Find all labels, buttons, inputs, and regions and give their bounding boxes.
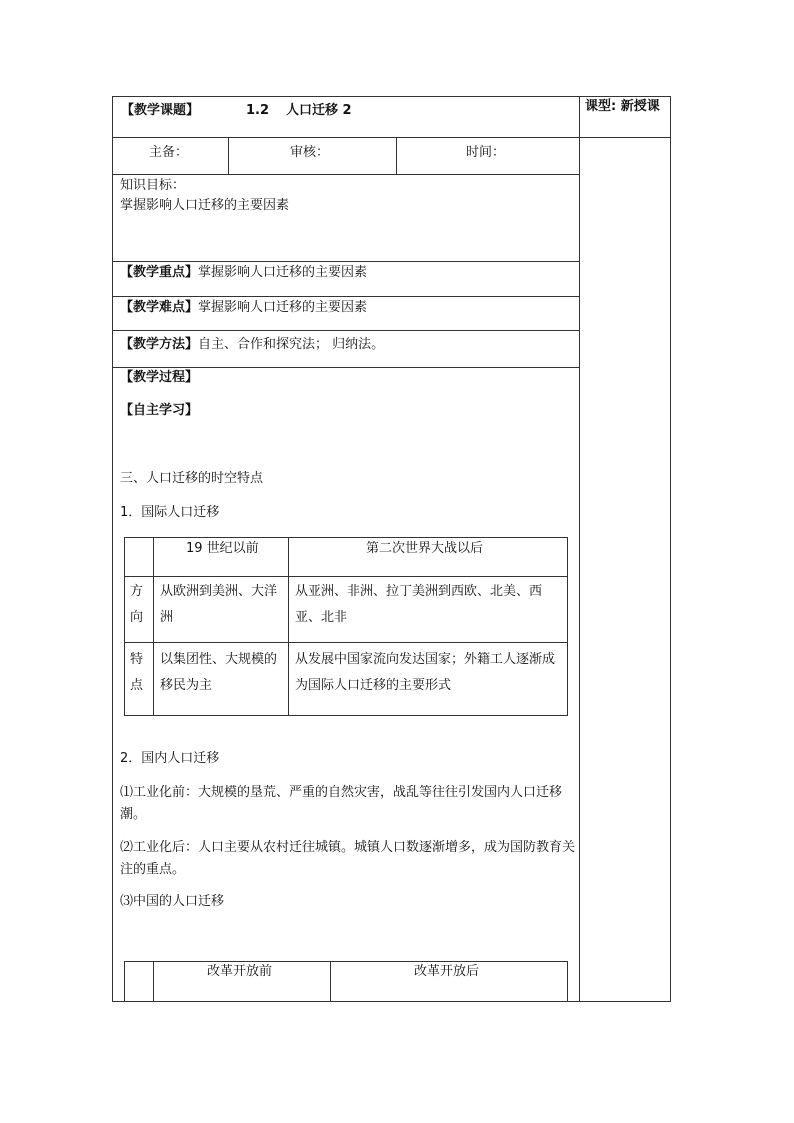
intl-row-direction-label: 方向 xyxy=(130,584,144,625)
staff-row-divider xyxy=(112,174,579,175)
lesson-title: 人口迁移 2 xyxy=(286,103,352,118)
subsection-international: 1．国际人口迁移 xyxy=(120,505,220,520)
intl-row-feature-after: 从发展中国家流向发达国家；外籍工人逐渐成为国际人口迁移的主要形式 xyxy=(295,652,556,693)
prep-label: 主备： xyxy=(149,145,189,160)
intl-table-row-divider-2 xyxy=(124,642,568,643)
goals-text: 掌握影响人口迁移的主要因素 xyxy=(120,198,290,213)
intl-row-feature-label: 特点 xyxy=(130,652,144,693)
intl-table-col-divider-1 xyxy=(153,537,154,716)
lesson-number: 1.2 xyxy=(246,103,270,118)
china-table-col-divider-2 xyxy=(330,961,331,1002)
key-point-label: 【教学重点】 xyxy=(120,265,199,280)
key-point-divider xyxy=(112,296,579,297)
goals-label: 知识目标： xyxy=(120,178,186,193)
staff-divider-1 xyxy=(228,137,229,174)
intl-row-direction-after: 从亚洲、非洲、拉丁美洲到西欧、北美、西亚、北非 xyxy=(295,584,543,625)
subsection-domestic: 2．国内人口迁移 xyxy=(120,751,220,766)
china-migration-table xyxy=(124,961,568,1002)
time-label: 时间： xyxy=(466,145,506,160)
section-title: 三、人口迁移的时空特点 xyxy=(120,471,264,486)
review-label: 审核： xyxy=(290,145,330,160)
intl-row-direction-before: 从欧洲到美洲、大洋洲 xyxy=(160,584,278,625)
self-study-label: 【自主学习】 xyxy=(120,403,199,418)
difficulty-text: 掌握影响人口迁移的主要因素 xyxy=(198,300,368,315)
china-header-before-reform: 改革开放前 xyxy=(207,964,273,979)
china-header-after-reform: 改革开放后 xyxy=(414,964,480,979)
goals-divider xyxy=(112,261,579,262)
china-migration-heading: ⑶中国的人口迁移 xyxy=(120,894,225,909)
key-point-text: 掌握影响人口迁移的主要因素 xyxy=(198,265,368,280)
difficulty-divider xyxy=(112,330,579,331)
china-table-col-divider-1 xyxy=(153,961,154,1002)
method-label: 【教学方法】 xyxy=(120,337,199,352)
staff-divider-2 xyxy=(396,137,397,174)
right-column-divider xyxy=(579,96,580,1002)
intl-table-row-divider-1 xyxy=(124,576,568,577)
intl-table-col-divider-2 xyxy=(288,537,289,716)
topic-label: 【教学课题】 xyxy=(121,103,200,118)
pre-industrial-paragraph: ⑴工业化前：大规模的垦荒、严重的自然灾害，战乱等往往引发国内人口迁移潮。 xyxy=(120,785,563,822)
intl-row-feature-before: 以集团性、大规模的移民为主 xyxy=(160,652,278,693)
header-divider xyxy=(112,137,671,138)
intl-header-before-19c: 19 世纪以前 xyxy=(186,541,259,556)
process-label: 【教学过程】 xyxy=(120,370,199,385)
intl-header-after-ww2: 第二次世界大战以后 xyxy=(366,541,484,556)
post-industrial-paragraph: ⑵工业化后：人口主要从农村迁往城镇。城镇人口数逐渐增多，成为国防教育关注的重点。 xyxy=(120,840,576,877)
course-type: 课型: 新授课 xyxy=(585,99,660,114)
method-text: 自主、合作和探究法； 归纳法。 xyxy=(198,337,385,352)
difficulty-label: 【教学难点】 xyxy=(120,300,199,315)
